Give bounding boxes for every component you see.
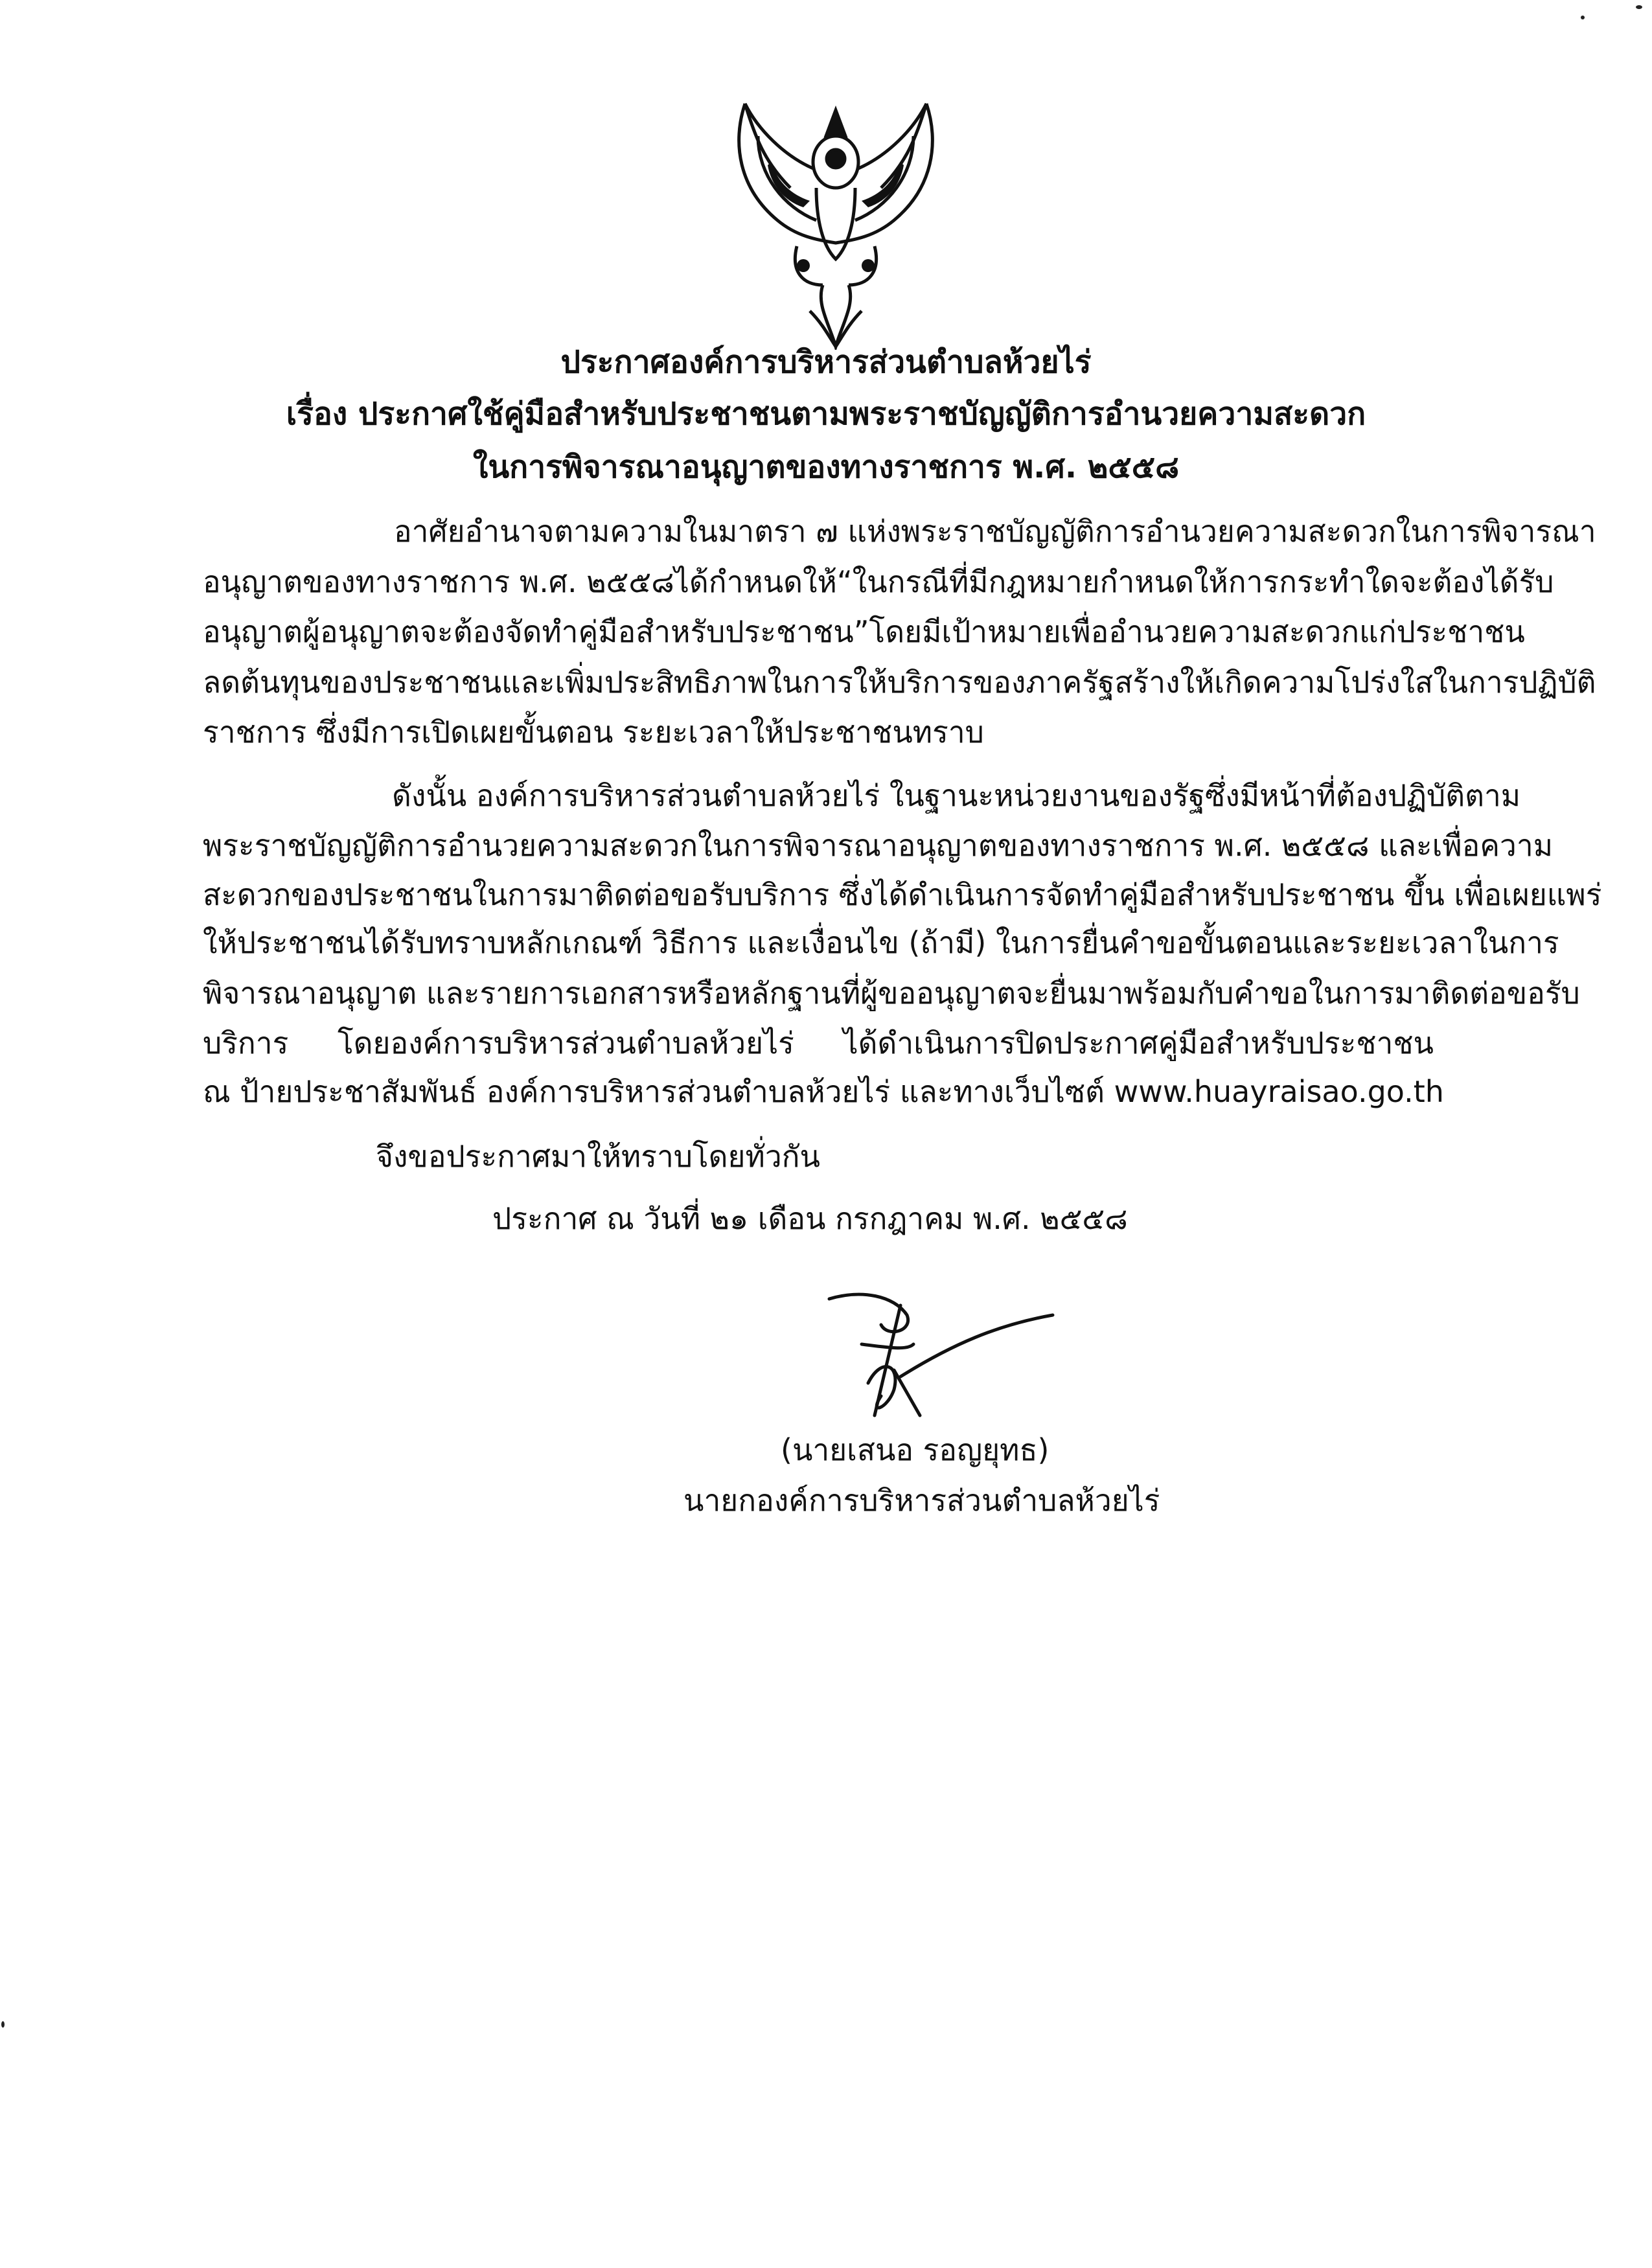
- announcement-subject: เรื่อง ประกาศใช้คู่มือสำหรับประชาชนตามพระราชบัญญัติการอำนวยความสะดวก: [286, 396, 1366, 432]
- paragraph-1-line-3: อนุญาต ผู้อนุญาตจะต้องจัดทำคู่มือสำหรับประชาชน” โดยมีเป้าหมายเพื่ออำนวยความสะดวกแก่ประชาชน: [203, 614, 1525, 649]
- signer-name: (นายเสนอ รอญยุทธ): [781, 1432, 1050, 1467]
- scan-speck: [1581, 16, 1585, 19]
- paragraph-2-line-6: บริการ โดยองค์การบริหารส่วนตำบลห้วยไร่ ได้ดำเนินการปิดประกาศคู่มือสำหรับประชาชน: [203, 1025, 1434, 1060]
- scan-speck: [1636, 5, 1642, 9]
- paragraph-1-line-4: ลดต้นทุนของประชาชนและเพิ่มประสิทธิภาพในการให้บริการของภาครัฐ สร้างให้เกิดความโปร่งใสในการปฏิบัติ: [203, 665, 1596, 700]
- paragraph-2-line-1: ดังนั้น องค์การบริหารส่วนตำบลห้วยไร่ ในฐานะหน่วยงานของรัฐซึ่งมีหน้าที่ต้องปฏิบัติตาม: [392, 778, 1521, 813]
- signer-title: นายกองค์การบริหารส่วนตำบลห้วยไร่: [683, 1483, 1160, 1518]
- garuda-emblem-icon: [719, 91, 952, 350]
- paragraph-2-line-4: ให้ประชาชนได้รับทราบหลักเกณฑ์ วิธีการ และเงื่อนไข (ถ้ามี) ในการยื่นคำขอขั้นตอนและระยะเวลาในการ: [203, 925, 1559, 960]
- paragraph-2-line-3: สะดวกของประชาชนในการมาติดต่อขอรับบริการ ซึ่งได้ดำเนินการจัดทำคู่มือสำหรับประชาชน ขึ้น เพื่อเผยแพร่: [203, 877, 1602, 912]
- paragraph-1-line-2: อนุญาตของทางราชการ พ.ศ. ๒๕๕๘ ได้กำหนดให้ “ในกรณีที่มีกฎหมายกำหนดให้การกระทำใดจะต้องได้รับ: [203, 564, 1554, 599]
- paragraph-2-line-5: พิจารณาอนุญาต และรายการเอกสารหรือหลักฐานที่ผู้ขออนุญาตจะยื่นมาพร้อมกับคำขอในการมาติดต่อขอรับ: [203, 976, 1580, 1011]
- scan-speck: [1, 2021, 5, 2028]
- paragraph-1-line-5: ราชการ ซึ่งมีการเปิดเผยขั้นตอน ระยะเวลาให้ประชาชนทราบ: [203, 715, 984, 750]
- announcement-title: ประกาศองค์การบริหารส่วนตำบลห้วยไร่: [560, 344, 1092, 380]
- signature-mark: [823, 1286, 1056, 1435]
- announcement-date: ประกาศ ณ วันที่ ๒๑ เดือน กรกฎาคม พ.ศ. ๒๕๕๘: [492, 1201, 1128, 1236]
- paragraph-1-line-1: อาศัยอำนาจตามความในมาตรา ๗ แห่งพระราชบัญญัติการอำนวยความสะดวกในการพิจารณา: [394, 514, 1596, 549]
- paragraph-2-line-2: พระราชบัญญัติการอำนวยความสะดวกในการพิจารณาอนุญาตของทางราชการ พ.ศ. ๒๕๕๘ และเพื่อความ: [203, 828, 1554, 863]
- closing-statement: จึงขอประกาศมาให้ทราบโดยทั่วกัน: [376, 1139, 820, 1174]
- paragraph-2-line-7: ณ ป้ายประชาสัมพันธ์ องค์การบริหารส่วนตำบลห้วยไร่ และทางเว็บไซต์ www.huayraisao.go.th: [203, 1074, 1444, 1109]
- announcement-subject-continued: ในการพิจารณาอนุญาตของทางราชการ พ.ศ. ๒๕๕๘: [472, 449, 1180, 485]
